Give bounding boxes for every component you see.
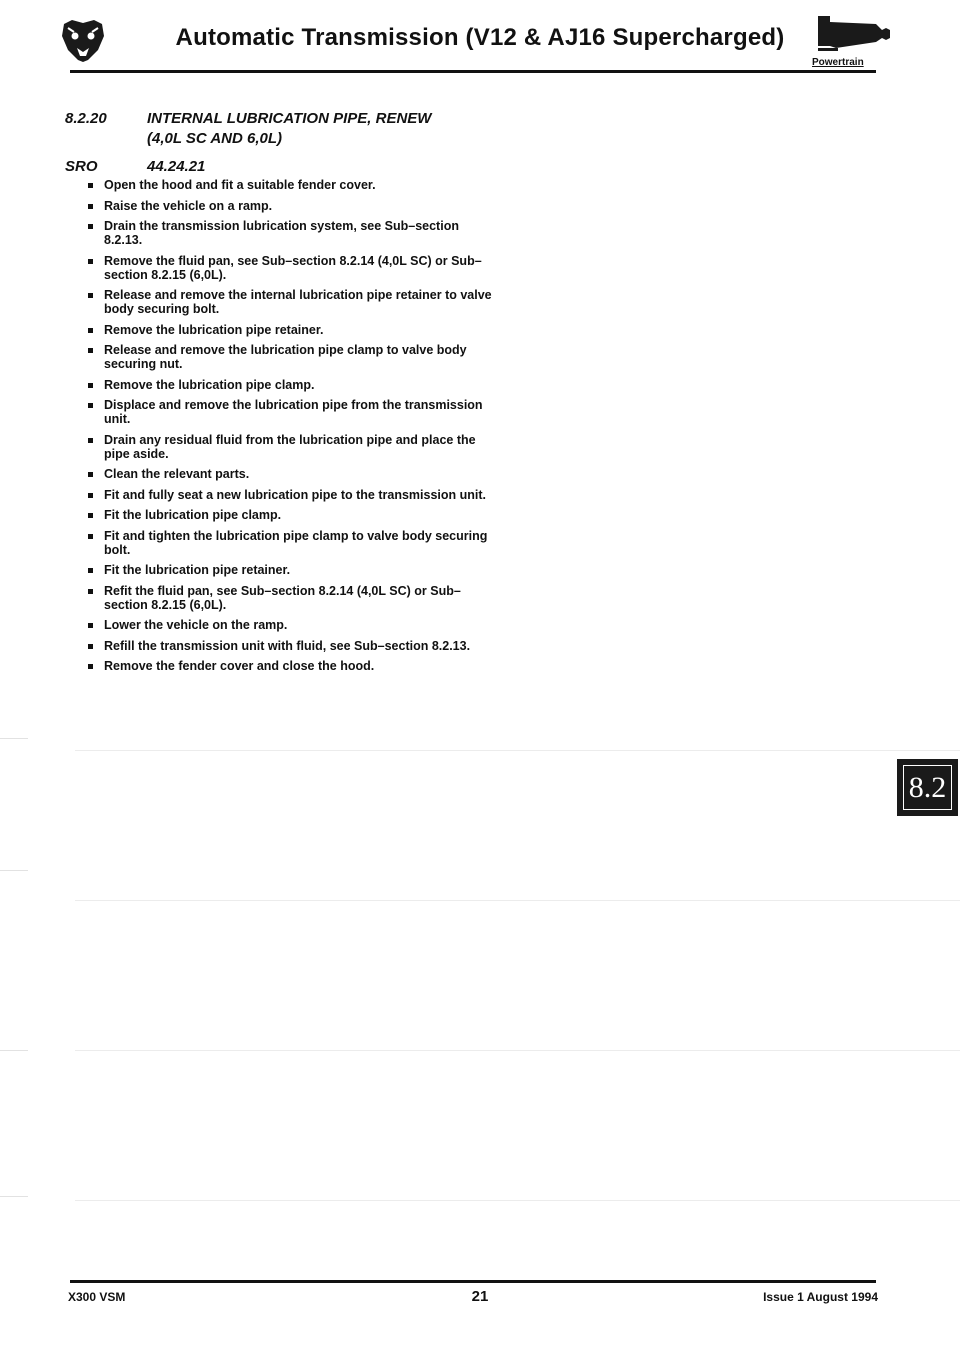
page-title: Automatic Transmission (V12 & AJ16 Supercharged) bbox=[175, 24, 785, 51]
divider bbox=[0, 738, 28, 739]
list-item: Drain the transmission lubrication system, see Sub–section 8.2.13. bbox=[88, 219, 492, 247]
divider bbox=[0, 1196, 28, 1197]
divider bbox=[75, 1200, 960, 1201]
procedure-steps bbox=[88, 178, 492, 680]
list-item: Remove the lubrication pipe clamp. bbox=[88, 378, 492, 392]
list-item: Open the hood and fit a suitable fender cover. bbox=[88, 178, 492, 192]
divider bbox=[0, 1050, 28, 1051]
transmission-icon bbox=[816, 14, 892, 54]
list-item: Clean the relevant parts. bbox=[88, 467, 492, 481]
list-item: Remove the lubrication pipe retainer. bbox=[88, 323, 492, 337]
list-item: Drain any residual fluid from the lubrication pipe and place the pipe aside. bbox=[88, 433, 492, 461]
section-subtitle: (4,0L SC AND 6,0L) bbox=[147, 130, 283, 147]
divider bbox=[75, 900, 960, 901]
header-rule bbox=[70, 70, 876, 73]
list-item: Raise the vehicle on a ramp. bbox=[88, 199, 492, 213]
section-title: INTERNAL LUBRICATION PIPE, RENEW bbox=[147, 110, 432, 127]
sro-line bbox=[65, 158, 205, 175]
divider bbox=[75, 750, 960, 751]
divider bbox=[75, 1050, 960, 1051]
list-item: Remove the fender cover and close the hood. bbox=[88, 659, 492, 673]
list-item: Displace and remove the lubrication pipe from the transmission unit. bbox=[88, 398, 492, 426]
list-item: Refit the fluid pan, see Sub–section 8.2.14 (4,0L SC) or Sub–section 8.2.15 (6,0L). bbox=[88, 584, 492, 612]
list-item: Refill the transmission unit with fluid, see Sub–section 8.2.13. bbox=[88, 639, 492, 653]
section-label: Powertrain bbox=[812, 57, 864, 68]
list-item: Fit and fully seat a new lubrication pipe to the transmission unit. bbox=[88, 488, 492, 502]
section-heading bbox=[65, 110, 431, 147]
list-item: Remove the fluid pan, see Sub–section 8.2.14 (4,0L SC) or Sub–section 8.2.15 (6,0L). bbox=[88, 254, 492, 282]
footer-rule bbox=[70, 1280, 876, 1283]
list-item: Fit the lubrication pipe clamp. bbox=[88, 508, 492, 522]
footer-manual-code: X300 VSM bbox=[68, 1290, 126, 1304]
section-tab-label: 8.2 bbox=[903, 765, 952, 810]
list-item: Fit the lubrication pipe retainer. bbox=[88, 563, 492, 577]
section-number: 8.2.20 bbox=[65, 110, 107, 127]
list-item: Fit and tighten the lubrication pipe clamp to valve body securing bolt. bbox=[88, 529, 492, 557]
list-item: Release and remove the internal lubrication pipe retainer to valve body securing bolt. bbox=[88, 288, 492, 316]
divider bbox=[0, 870, 28, 871]
footer-issue-date: Issue 1 August 1994 bbox=[763, 1290, 878, 1304]
page-number: 21 bbox=[471, 1288, 489, 1305]
sro-code: 44.24.21 bbox=[147, 158, 206, 175]
list-item: Lower the vehicle on the ramp. bbox=[88, 618, 492, 632]
sro-label: SRO bbox=[65, 158, 98, 175]
list-item: Release and remove the lubrication pipe clamp to valve body securing nut. bbox=[88, 343, 492, 371]
section-tab bbox=[897, 759, 958, 816]
